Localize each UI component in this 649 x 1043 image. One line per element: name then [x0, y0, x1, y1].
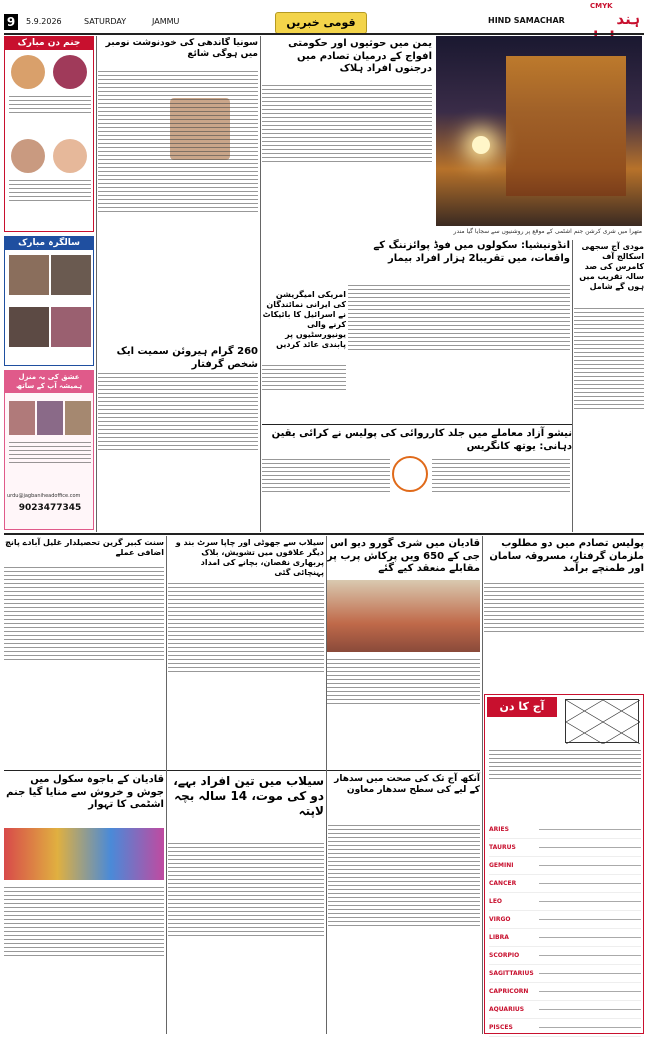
- ad-photo-2: [37, 401, 63, 435]
- zodiac-text: [539, 829, 641, 830]
- indonesia-body: [348, 282, 570, 422]
- qadian-school-body: [326, 656, 480, 761]
- ad-photo-1: [9, 401, 35, 435]
- horoscope-box: [484, 694, 644, 1034]
- col-divider-5: [326, 536, 327, 1034]
- birthday-names-1: [9, 93, 91, 135]
- sant-kabir-body: [4, 564, 164, 764]
- temple-facade: [506, 56, 626, 196]
- zodiac-text: [539, 1027, 641, 1028]
- issue-date: 5.9.2026: [26, 17, 62, 26]
- birthday-panel: [4, 36, 94, 232]
- zodiac-sign-label: PISCES: [489, 1024, 513, 1031]
- zodiac-sign-label: CAPRICORN: [489, 988, 529, 995]
- zodiac-row: [489, 983, 641, 1001]
- issue-day: SATURDAY: [84, 17, 127, 26]
- horoscope-panchang: [489, 747, 641, 817]
- ad-heading: عشق کی یہ منزل ہمیشہ آپ کے ساتھ: [5, 371, 93, 393]
- zodiac-text: [539, 847, 641, 848]
- qadian-school-headline: قادیان میں شری گورو دیو اس جی کے 650 ویں پرکاش پرب پر مقابلے منعقد کیے گئے: [326, 538, 480, 574]
- zodiac-row: [489, 965, 641, 983]
- modi-headline: مودی آج سجھی اسکالج آف کامرس کی صد سالہ تقریب میں ہوں گے شامل: [579, 242, 644, 291]
- zodiac-row: [489, 893, 641, 911]
- ad-email: urdu@jagbaniheadoffice.com: [7, 493, 81, 499]
- zodiac-row: [489, 929, 641, 947]
- heroin-headline: 260 گرام ہیروئن سمیت ایک شخص گرفتار: [116, 346, 258, 370]
- festival-photo: [4, 828, 164, 880]
- anniversary-photo-4: [51, 307, 91, 347]
- zodiac-row: [489, 821, 641, 839]
- zodiac-sign-label: SAGITTARIUS: [489, 970, 534, 977]
- contact-ad-panel: [4, 370, 94, 530]
- anniversary-photo-1: [9, 255, 49, 295]
- modi-body: [574, 305, 644, 520]
- anniversary-photo-2: [51, 255, 91, 295]
- temple-light: [472, 136, 490, 154]
- police-clash-headline: پولیس تصادم میں دو مطلوب ملزمان گرفتار، مسروقہ سامان اور طمنچے برآمد: [489, 538, 644, 574]
- congress-logo: [392, 456, 428, 492]
- masthead-english: HIND SAMACHAR: [488, 16, 565, 25]
- zodiac-text: [539, 973, 641, 974]
- flood-tension-body: [168, 580, 324, 770]
- zodiac-text: [539, 865, 641, 866]
- usvisa-headline: امریکی امیگریشن کی ایرانی نمائندگان نے اسرائیل کا بائیکاٹ کرنے والی یونیورسٹیوں پر پابندی عائد کردیں: [262, 290, 346, 349]
- zodiac-sign-label: LEO: [489, 898, 503, 905]
- cmyk-mark: CMYK: [590, 2, 613, 10]
- zodiac-sign-label: VIRGO: [489, 916, 511, 923]
- issue-city: JAMMU: [152, 17, 180, 26]
- qadian-school-photo: [326, 580, 480, 652]
- header-rule: [4, 33, 644, 35]
- birthday-names-2: [9, 177, 91, 227]
- birthday-photo-3: [11, 139, 45, 173]
- nishtha-body: [262, 456, 390, 528]
- col-divider-1: [96, 36, 97, 532]
- ad-photo-3: [65, 401, 91, 435]
- temple-caption: متھرا میں شری کرشن جنم اشٹمی کے موقع پر روشنیوں سے سجایا گیا مندر: [453, 228, 642, 235]
- horoscope-chart: [565, 699, 639, 743]
- yemen-body: [262, 82, 432, 237]
- heroin-body: [98, 370, 258, 528]
- anniversary-title: سالگرہ مبارک: [5, 237, 93, 250]
- zodiac-text: [539, 901, 641, 902]
- birthday-photo-2: [53, 55, 87, 89]
- col-divider-4: [166, 536, 167, 1034]
- masthead-urdu: ہند: [616, 10, 640, 28]
- sonia-body: [98, 68, 258, 343]
- zodiac-row: [489, 1001, 641, 1019]
- indonesia-headline: انڈونیشیا: سکولوں میں فوڈ پوائزننگ کے واقعات، میں تقریبا2 ہزار افراد بیمار: [373, 240, 570, 264]
- page-number: 9: [4, 14, 18, 30]
- ad-text: [9, 439, 91, 489]
- lower-rule: [4, 770, 480, 771]
- ad-phone: 9023477345: [18, 503, 82, 513]
- birthday-photo-1: [11, 55, 45, 89]
- zodiac-text: [539, 919, 641, 920]
- yemen-headline: یمن میں حوثیوں اور حکومتی افواج کے درمیان تصادم میں درجنوں افراد ہلاک: [288, 38, 432, 74]
- flood-tension-headline: سیلاب سے جھوٹی اور چاپا سرٹ بند و دیگر علاقوں میں تشویش، بلاک پربھاری نقصان، بچانے کی امداد پہنچائی گئی: [175, 538, 324, 577]
- eye-health-body: [328, 822, 480, 1034]
- col-divider-6: [482, 536, 483, 1034]
- zodiac-text: [539, 1009, 641, 1010]
- zodiac-text: [539, 883, 641, 884]
- mid-rule: [4, 533, 644, 535]
- zodiac-row: [489, 1019, 641, 1037]
- qadian-festival-headline: قادیان کے باجوہ سکول میں جوش و خروش سے منایا گیا جنم اشٹمی کا تہوار: [6, 774, 164, 810]
- usvisa-body: [262, 362, 346, 422]
- birthday-photo-4: [53, 139, 87, 173]
- zodiac-list: [489, 821, 641, 1031]
- sonia-headline: سونیا گاندھی کی خودنوشت نومبر میں ہوگی شائع: [105, 38, 258, 60]
- temple-photo: [436, 36, 642, 226]
- flood-deaths-body: [168, 840, 324, 1034]
- section-title: قومی خبریں: [286, 16, 356, 29]
- zodiac-sign-label: AQUARIUS: [489, 1006, 525, 1013]
- zodiac-sign-label: CANCER: [489, 880, 517, 887]
- police-clash-body: [484, 580, 644, 690]
- nishtha-rule: [262, 424, 572, 425]
- nishtha-body-2: [432, 456, 570, 528]
- flood-deaths-headline: سیلاب میں تین افراد بہے، دو کی موت، 14 سالہ بچہ لاپتہ: [173, 774, 324, 818]
- eye-health-headline: آنکھ آج تک کی صحت میں سدھار کے لیے کی سطح سدھار معاون: [334, 774, 480, 796]
- zodiac-sign-label: SCORPIO: [489, 952, 520, 959]
- anniversary-panel: [4, 236, 94, 366]
- section-banner: [275, 12, 367, 34]
- zodiac-sign-label: TAURUS: [489, 844, 516, 851]
- zodiac-row: [489, 857, 641, 875]
- zodiac-text: [539, 991, 641, 992]
- sant-kabir-headline: سنت کبیر گرین تحصیلدار غلیل آبادے پانچ اضافی عملے: [5, 538, 164, 557]
- col-divider-3: [572, 240, 573, 532]
- zodiac-sign-label: GEMINI: [489, 862, 514, 869]
- birthday-title: جنم دن مبارک: [5, 37, 93, 50]
- anniversary-photo-3: [9, 307, 49, 347]
- zodiac-row: [489, 875, 641, 893]
- zodiac-sign-label: ARIES: [489, 826, 509, 833]
- zodiac-row: [489, 947, 641, 965]
- zodiac-sign-label: LIBRA: [489, 934, 509, 941]
- horoscope-masthead: آج کا دن: [487, 697, 557, 717]
- qadian-festival-body: [4, 884, 164, 1034]
- zodiac-text: [539, 937, 641, 938]
- zodiac-row: [489, 839, 641, 857]
- col-divider-2: [260, 36, 261, 532]
- zodiac-text: [539, 955, 641, 956]
- zodiac-row: [489, 911, 641, 929]
- kundli-diagram: [566, 700, 640, 744]
- nishtha-headline: نیشو آزاد معاملے میں جلد کارروائی کی پولیس نے کرائی یقین دہانی: یوتھ کانگریس: [271, 428, 572, 452]
